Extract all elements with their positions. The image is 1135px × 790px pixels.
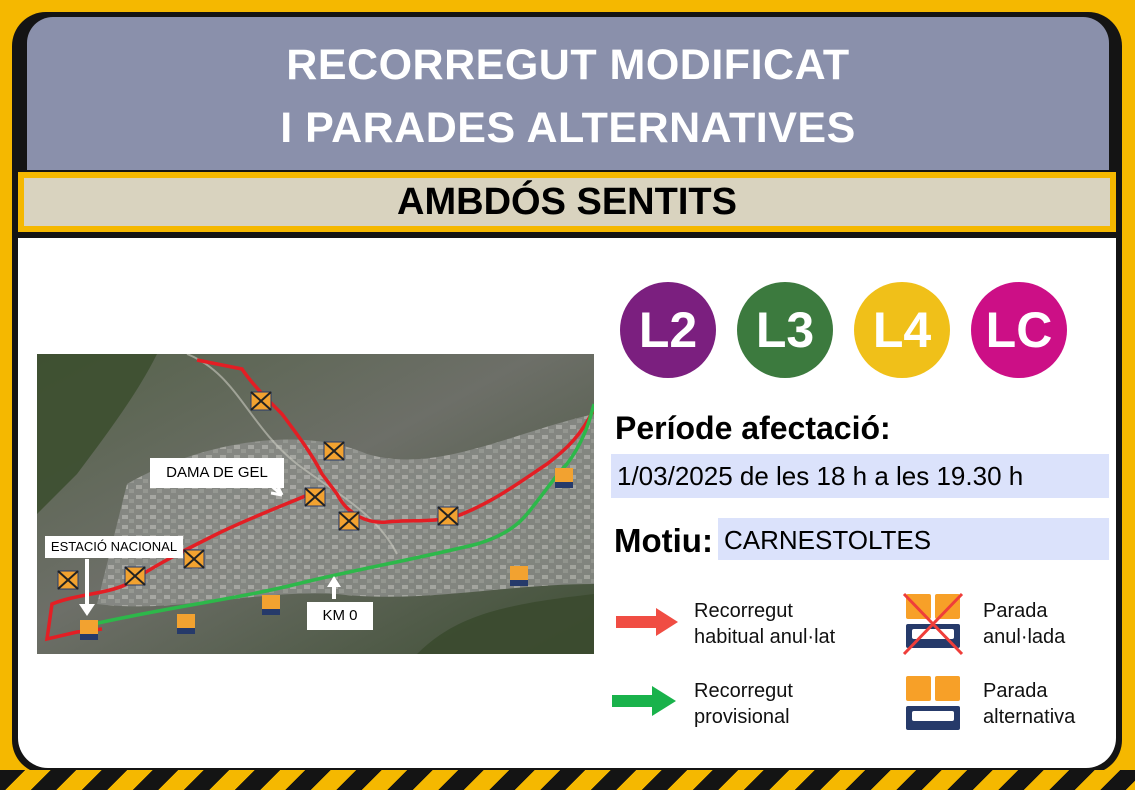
period-heading: Període afectació: (615, 410, 891, 446)
line-badge-label: L2 (638, 302, 698, 358)
legend-text-line: alternativa (983, 706, 1076, 728)
legend-alternative-stop (983, 678, 1075, 730)
title-line-2: I PARADES ALTERNATIVES (280, 104, 856, 152)
direction-label: AMBDÓS SENTITS (24, 178, 1110, 226)
line-badge-label: LC (985, 302, 1053, 358)
line-badge-label: L4 (872, 302, 932, 358)
line-badge-l3 (737, 282, 833, 378)
legend-provisional-route (694, 678, 793, 730)
title-line-1: RECORREGUT MODIFICAT (286, 41, 850, 89)
legend-cancelled-route (694, 598, 835, 650)
legend-text-line: Recorregut (694, 680, 793, 702)
line-badge-l2 (620, 282, 716, 378)
line-badge-l4 (854, 282, 950, 378)
alternative-stop-icon (902, 674, 964, 732)
legend-cancelled-stop (983, 598, 1065, 650)
legend-text-line: anul·lada (983, 626, 1066, 648)
reason-value: CARNESTOLTES (718, 518, 1109, 560)
period-value: 1/03/2025 de les 18 h a les 19.30 h (611, 454, 1109, 498)
direction-band (18, 172, 1116, 232)
legend-text-line: Parada (983, 680, 1048, 702)
red-arrow-icon (616, 608, 678, 636)
green-arrow-icon (612, 686, 676, 716)
legend-text-line: provisional (694, 706, 790, 728)
legend-text-line: habitual anul·lat (694, 626, 836, 648)
reason-heading: Motiu: (614, 522, 713, 559)
km0-label: KM 0 (307, 602, 373, 630)
line-badge-lc (971, 282, 1067, 378)
line-badge-label: L3 (755, 302, 815, 358)
estacio-nacional-label: ESTACIÓ NACIONAL (45, 536, 183, 558)
header (27, 17, 1109, 170)
legend-text-line: Parada (983, 600, 1048, 622)
cancelled-stop-icon (902, 592, 964, 656)
route-map (37, 354, 594, 654)
legend-text-line: Recorregut (694, 600, 793, 622)
dama-de-gel-label: DAMA DE GEL (150, 458, 284, 488)
hazard-stripes (0, 770, 1135, 790)
